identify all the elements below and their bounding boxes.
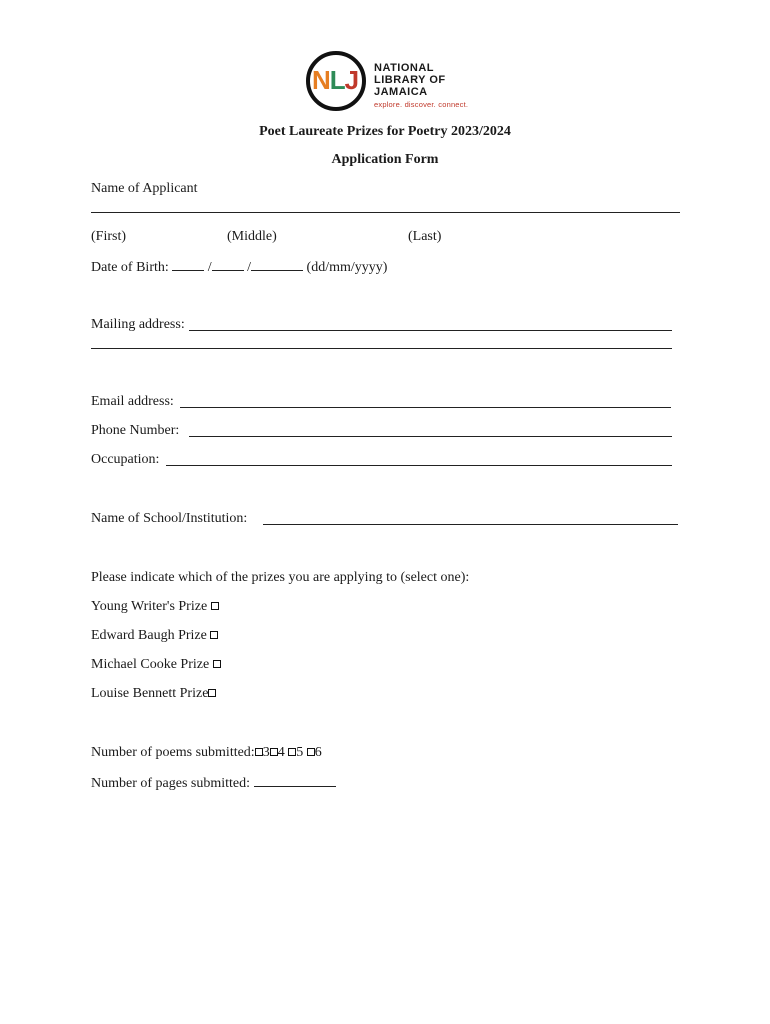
phone-field[interactable] xyxy=(189,436,672,437)
library-name xyxy=(374,62,446,98)
prize-option xyxy=(91,686,216,702)
logo-letter-j: J xyxy=(344,65,359,95)
occupation-field[interactable] xyxy=(166,465,672,466)
prize-checkbox[interactable] xyxy=(210,631,218,639)
mailing-field-line-2[interactable] xyxy=(91,348,672,349)
last-name-label: (Last) xyxy=(408,229,442,244)
library-name-line: NATIONAL xyxy=(374,62,435,74)
name-label: Name of Applicant xyxy=(91,181,198,196)
prize-label: Louise Bennett Prize xyxy=(91,686,209,701)
prize-checkbox[interactable] xyxy=(211,602,219,610)
prize-label: Edward Baugh Prize xyxy=(91,628,207,643)
pages-field[interactable] xyxy=(254,774,336,787)
prizes-prompt: Please indicate which of the prizes you are applying to (select one): xyxy=(91,570,470,585)
school-field[interactable] xyxy=(263,524,678,525)
pages-row xyxy=(91,774,336,792)
library-tagline: explore. discover. connect. xyxy=(374,100,469,109)
email-field[interactable] xyxy=(180,407,671,408)
logo-letter-n: N xyxy=(312,65,330,95)
mailing-label: Mailing address: xyxy=(91,317,185,332)
poems-option-label: 4 xyxy=(277,745,285,760)
dob-month-field[interactable] xyxy=(212,258,244,271)
prize-option xyxy=(91,628,218,644)
phone-label: Phone Number: xyxy=(91,423,180,438)
dob-day-field[interactable] xyxy=(172,258,204,271)
prize-checkbox[interactable] xyxy=(213,660,221,668)
school-label: Name of School/Institution: xyxy=(91,511,248,526)
poems-checkbox[interactable] xyxy=(288,748,296,756)
dob-row xyxy=(91,258,387,276)
occupation-label: Occupation: xyxy=(91,452,160,467)
library-name-line: LIBRARY OF xyxy=(374,74,446,86)
poems-option-label: 6 xyxy=(314,745,322,760)
dob-label: Date of Birth: xyxy=(91,260,169,275)
prize-label: Young Writer's Prize xyxy=(91,599,208,614)
logo-letter-l: L xyxy=(329,65,345,95)
email-label: Email address: xyxy=(91,394,174,409)
middle-name-label: (Middle) xyxy=(227,229,277,244)
poems-row xyxy=(91,745,322,761)
poems-checkbox[interactable] xyxy=(255,748,263,756)
mailing-field-line-1[interactable] xyxy=(189,330,672,331)
pages-label: Number of pages submitted: xyxy=(91,776,251,791)
dob-separator: / xyxy=(207,260,212,275)
dob-format-hint: (dd/mm/yyyy) xyxy=(306,260,388,275)
prize-option xyxy=(91,657,221,673)
poems-option-label: 3 xyxy=(262,745,270,760)
prize-option xyxy=(91,599,219,615)
form-title: Poet Laureate Prizes for Poetry 2023/2024 xyxy=(259,124,511,139)
prize-label: Michael Cooke Prize xyxy=(91,657,210,672)
poems-checkbox[interactable] xyxy=(307,748,315,756)
first-name-label: (First) xyxy=(91,229,126,244)
dob-separator: / xyxy=(247,260,252,275)
form-subtitle: Application Form xyxy=(331,152,439,167)
poems-label: Number of poems submitted: xyxy=(91,745,255,760)
library-name-line: JAMAICA xyxy=(374,86,428,98)
prize-checkbox[interactable] xyxy=(208,689,216,697)
dob-year-field[interactable] xyxy=(251,258,303,271)
poems-checkbox[interactable] xyxy=(270,748,278,756)
poems-option-label: 5 xyxy=(296,745,304,760)
logo-mark xyxy=(312,66,358,94)
name-field[interactable] xyxy=(91,212,680,213)
